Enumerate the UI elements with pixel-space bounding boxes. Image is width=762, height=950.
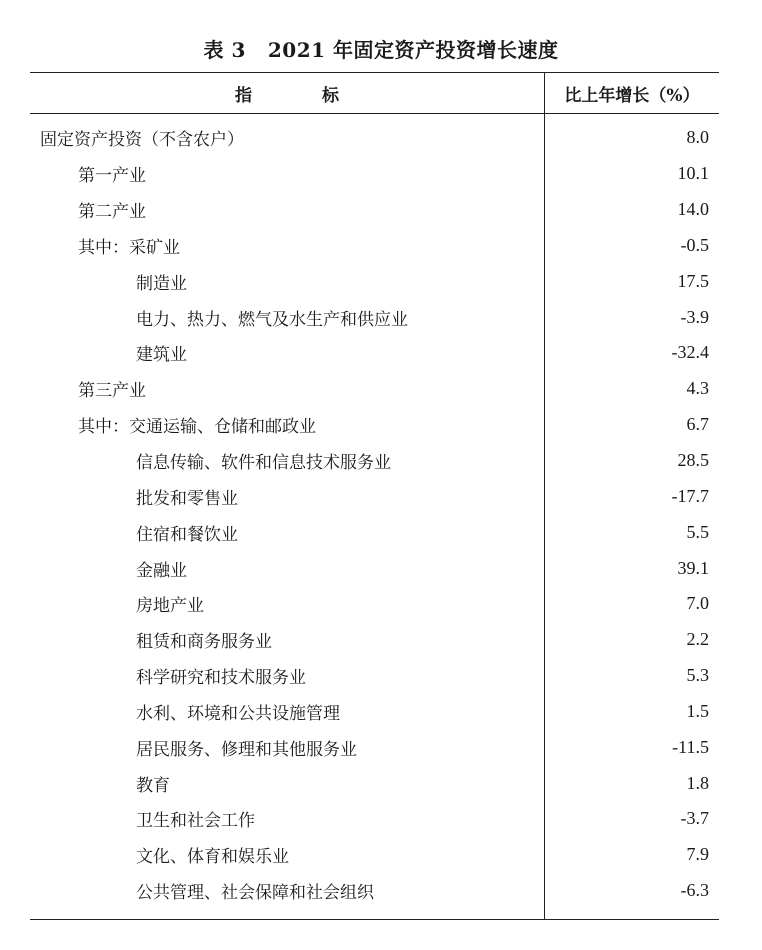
row-value: 28.5	[677, 450, 709, 471]
row-value: 5.5	[686, 521, 709, 542]
row-value: -6.3	[680, 880, 709, 901]
row-label: 公共管理、社会保障和社会组织	[136, 883, 374, 904]
row-value: 39.1	[677, 557, 709, 578]
row-value: -3.7	[680, 808, 709, 829]
table-body	[30, 114, 719, 919]
table-title-text: 2021 年固定资产投资增长速度	[267, 38, 559, 62]
row-value: -3.9	[680, 306, 709, 327]
row-label: 制造业	[136, 273, 187, 294]
row-value: -11.5	[672, 736, 709, 757]
growth-header: 比上年增长（%）	[564, 85, 700, 106]
row-label: 批发和零售业	[136, 488, 238, 509]
indicator-header	[30, 73, 545, 113]
row-label: 第一产业	[78, 166, 146, 187]
row-label: 信息传输、软件和信息技术服务业	[136, 453, 391, 474]
row-value: 14.0	[677, 199, 709, 220]
row-value: 7.0	[686, 593, 709, 614]
row-value: 8.0	[686, 127, 709, 148]
row-value: 5.3	[686, 665, 709, 686]
row-value: -0.5	[680, 234, 709, 255]
row-label: 科学研究和技术服务业	[136, 668, 306, 689]
row-value: -17.7	[671, 485, 709, 506]
table-header	[30, 73, 719, 114]
row-label: 建筑业	[136, 345, 187, 366]
row-label: 金融业	[136, 560, 187, 581]
row-label: 居民服务、修理和其他服务业	[136, 739, 357, 760]
row-value: 1.8	[686, 772, 709, 793]
row-value: 17.5	[677, 270, 709, 291]
indicator-column	[30, 114, 545, 919]
row-value: 10.1	[677, 163, 709, 184]
row-label: 卫生和社会工作	[136, 811, 255, 832]
row-value: -32.4	[671, 342, 709, 363]
row-value: 6.7	[686, 414, 709, 435]
row-label: 其中：采矿业	[78, 237, 180, 258]
table-number: 表 3	[203, 38, 246, 62]
row-label: 其中：交通运输、仓储和邮政业	[78, 417, 316, 438]
row-value: 2.2	[686, 629, 709, 650]
row-label: 固定资产投资（不含农户）	[40, 130, 244, 151]
row-label: 房地产业	[136, 596, 204, 617]
table-title	[0, 34, 762, 63]
row-label: 水利、环境和公共设施管理	[136, 703, 340, 724]
row-value: 7.9	[686, 844, 709, 865]
row-label: 租赁和商务服务业	[136, 632, 272, 653]
row-label: 电力、热力、燃气及水生产和供应业	[136, 309, 408, 330]
row-label: 教育	[136, 775, 170, 796]
indicator-header-char-1: 指	[235, 85, 252, 106]
growth-column	[545, 114, 719, 919]
row-label: 住宿和餐饮业	[136, 524, 238, 545]
row-label: 第三产业	[78, 381, 146, 402]
growth-table	[30, 72, 719, 920]
row-value: 4.3	[686, 378, 709, 399]
row-label: 文化、体育和娱乐业	[136, 847, 289, 868]
row-value: 1.5	[686, 700, 709, 721]
indicator-header-char-2: 标	[322, 85, 339, 106]
row-label: 第二产业	[78, 202, 146, 223]
